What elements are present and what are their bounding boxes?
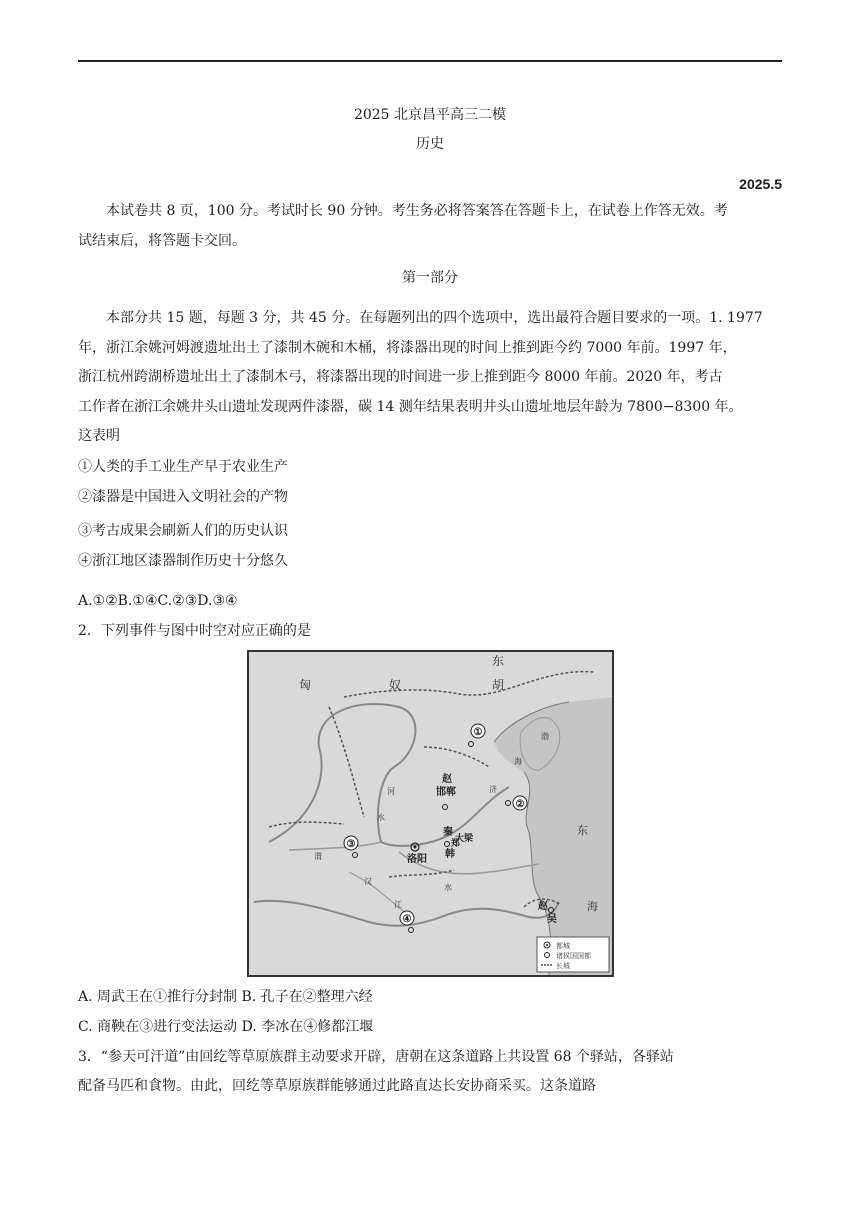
map-label: 大梁 bbox=[455, 834, 474, 844]
stem-line: 本部分共 15 题，每题 3 分，共 45 分。在每题列出的四个选项中，选出最符合题目要求的一项。1. 1977 bbox=[106, 310, 763, 326]
instructions-line: 试结束后，将答题卡交回。 bbox=[78, 232, 246, 249]
exam-date: 2025.5 bbox=[739, 176, 782, 192]
marker-4: ④ bbox=[402, 914, 412, 925]
map-label: 水 bbox=[444, 883, 452, 892]
header-rule bbox=[78, 60, 782, 62]
legend-great-wall: 长城 bbox=[556, 962, 570, 970]
map-label: 水 bbox=[377, 813, 385, 822]
q2-options-line: A. 周武王在①推行分封制 B. 孔子在②整理六经 bbox=[78, 989, 373, 1005]
section-title: 第一部分 bbox=[402, 270, 458, 286]
stem-line: 浙江杭州跨湖桥遗址出土了漆制木弓，将漆器出现的时间进一步上推到距今 8000 年前。2020 年，考古 bbox=[78, 369, 723, 385]
map-label: 海 bbox=[514, 757, 522, 766]
question-3-stem: 3．“参天可汗道”由回纥等草原族群主动要求开辟，唐朝在这条道路上共设置 68 个驿站，各驿站 bbox=[78, 1049, 674, 1065]
q1-statement: ④浙江地区漆器制作历史十分悠久 bbox=[78, 553, 288, 569]
q2-options-line: C. 商鞅在③进行变法运动 D. 李冰在④修都江堰 bbox=[78, 1019, 374, 1035]
map-label: 郑 bbox=[451, 839, 461, 849]
instructions bbox=[78, 197, 782, 256]
stem-line: 工作者在浙江余姚井头山遗址发现两件漆器，碳 14 测年结果表明井头山遗址地层年龄为 7800−8300 年。 bbox=[78, 398, 743, 415]
stem-line: 这表明 bbox=[78, 428, 120, 444]
warring-states-map bbox=[247, 650, 614, 977]
question-2-stem: 2．下列事件与图中时空对应正确的是 bbox=[78, 623, 311, 639]
exam-title: 2025 北京昌平高三二模 bbox=[353, 107, 507, 123]
subject-title: 历史 bbox=[416, 136, 444, 152]
map-label: 海 bbox=[587, 900, 598, 913]
q1-options: A.①②B.①④C.②③D.③④ bbox=[78, 593, 238, 609]
map-label: 吴 bbox=[547, 914, 557, 925]
question-3-stem-cont: 配备马匹和食物。由此，回纥等草原族群能够通过此路直达长安协商采买。这条道路 bbox=[78, 1078, 596, 1094]
marker-2: ② bbox=[515, 799, 525, 810]
map-label: 河 bbox=[387, 787, 395, 796]
map-label: 渭 bbox=[314, 852, 322, 861]
map-label: 东 bbox=[492, 654, 505, 668]
marker-3: ③ bbox=[346, 839, 356, 850]
map-label: 赵 bbox=[538, 901, 548, 912]
q1-statement: ②漆器是中国进入文明社会的产物 bbox=[78, 489, 288, 505]
map-label: 韩 bbox=[445, 849, 455, 860]
map-label: 赵 bbox=[442, 774, 452, 785]
q1-statement: ③考古成果会刷新人们的历史认识 bbox=[78, 523, 288, 539]
map-legend bbox=[537, 937, 609, 972]
question-1-stem bbox=[78, 304, 782, 452]
map-label: 洛阳 bbox=[407, 854, 427, 865]
marker-1: ① bbox=[473, 727, 483, 738]
map-label: 秦 bbox=[443, 827, 453, 838]
map-label: 江 bbox=[394, 900, 402, 909]
map-label: 东 bbox=[577, 824, 588, 837]
map-label: 奴 bbox=[389, 678, 402, 692]
map-label: 济 bbox=[489, 785, 497, 794]
stem-line: 年，浙江余姚河姆渡遗址出土了漆制木碗和木桶，将漆器出现的时间上推到距今约 7000 年前。1997 年， bbox=[78, 339, 737, 356]
legend-capital: 都城 bbox=[556, 942, 570, 950]
legend-state-capital: 诸侯国国都 bbox=[556, 952, 591, 960]
map-label: 邯郸 bbox=[436, 787, 456, 798]
map-label: 胡 bbox=[492, 678, 505, 692]
map-label: 汉 bbox=[364, 877, 372, 886]
map-label: 渤 bbox=[541, 732, 549, 741]
map-label: 匈 bbox=[299, 678, 312, 692]
q1-statement: ①人类的手工业生产早于农业生产 bbox=[78, 459, 288, 475]
instructions-line: 本试卷共 8 页，100 分。考试时长 90 分钟。考生务必将答案答在答题卡上，在试卷上作答无效。考 bbox=[106, 203, 728, 219]
